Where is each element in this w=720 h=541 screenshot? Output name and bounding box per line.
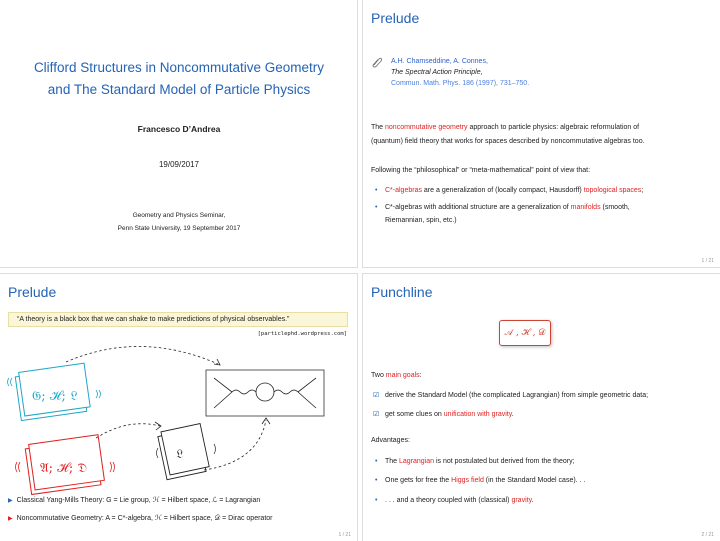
- prelude-slide-text: [362, 0, 720, 268]
- spectral-triple-box: 𝒜 , ℋ , 𝒟: [499, 320, 551, 346]
- advantage-higgs: • One gets for free the Higgs field (in the Standard Model case). . .: [375, 476, 711, 486]
- reference-journal: Commun. Math. Phys. 186 (1997), 731–750.: [391, 80, 530, 87]
- classical-card-label: 𝔊; ℋ; 𝔏: [32, 389, 78, 404]
- paragraph-philosophy: Following the “philosophical” or “meta-mathematical” point of view that:: [371, 167, 591, 174]
- presentation-title-line1: Clifford Structures in Noncommutative Geometry: [33, 60, 325, 75]
- slide-title: Prelude: [371, 10, 420, 26]
- paragraph-ncg: The noncommutative geometry approach to particle physics: algebraic reformulation of (quantum) field theory that works for spaces described by noncommutative algebras too.: [371, 124, 645, 145]
- lagrangian-card: [157, 424, 210, 480]
- list-item-ncg: ▶ Noncommutative Geometry: A = C*-algebra, ℋ = Hilbert space, 𝒟 = Dirac operator: [8, 515, 273, 522]
- presentation-title-line2: and The Standard Model of Particle Physics: [47, 82, 311, 97]
- reference-authors: A.H. Chamseddine, A. Connes,: [391, 58, 488, 65]
- highlight-ncg: noncommutative geometry: [385, 124, 468, 131]
- page-number: 2 / 21: [701, 532, 714, 538]
- event-line2: Penn State University, 19 September 2017: [117, 225, 241, 232]
- quote-source: [particlephd.wordpress.com]: [257, 331, 347, 337]
- list-item-yang-mills: ▶ Classical Yang-Mills Theory: G = Lie group, ℋ = Hilbert space, ℒ = Lagrangian: [8, 497, 261, 504]
- slide-title: Prelude: [8, 284, 57, 300]
- arrow-classical-to-observables: [66, 346, 218, 364]
- event-line1: Geometry and Physics Seminar,: [132, 212, 226, 219]
- paperclip-icon: [371, 56, 383, 68]
- arrow-bullet-icon: ▶: [8, 516, 13, 522]
- feynman-diagram-box: [206, 370, 324, 416]
- lagrangian-card-label: 𝔏: [176, 447, 184, 461]
- prelude-slide-diagram: [0, 273, 358, 541]
- arrow-lagrangian-to-observables: [204, 420, 266, 470]
- advantages-heading: Advantages:: [371, 437, 410, 444]
- reference-title: The Spectral Action Principle,: [391, 69, 483, 76]
- page-number: 1 / 21: [701, 258, 714, 264]
- quote-box: “A theory is a black box that we can shake to make predictions of physical observables.”: [8, 312, 348, 327]
- goal-gravity: ☑ get some clues on unification with gravity.: [373, 410, 514, 420]
- title-slide: [0, 0, 358, 268]
- main-goals-heading: Two main goals:: [371, 372, 422, 379]
- bullet-manifolds: • C*-algebras with additional structure are a generalization of manifolds (smooth, Riemannian, spin, etc.): [375, 201, 711, 227]
- bullet-cstar: • C*-algebras are a generalization of (locally compact, Hausdorff) topological spaces;: [375, 184, 711, 197]
- advantage-gravity: • . . . and a theory coupled with (classical) gravity.: [375, 496, 711, 506]
- advantage-lagrangian: • The Lagrangian is not postulated but derived from the theory;: [375, 457, 711, 467]
- black-box-diagram: [0, 334, 358, 504]
- slide-title: Punchline: [371, 284, 433, 300]
- goal-standard-model: ☑ derive the Standard Model (the complicated Lagrangian) from simple geometric data;: [373, 391, 648, 401]
- arrow-bullet-icon: ▶: [8, 498, 13, 504]
- ncg-card-label: 𝔄; ℋ; 𝔇: [40, 461, 88, 476]
- arrow-ncg-to-lagrangian: [96, 424, 160, 438]
- presentation-date: 19/09/2017: [158, 160, 200, 169]
- page-number: 1 / 21: [338, 532, 351, 538]
- punchline-slide: [362, 273, 720, 541]
- author-name: Francesco D’Andrea: [137, 124, 221, 134]
